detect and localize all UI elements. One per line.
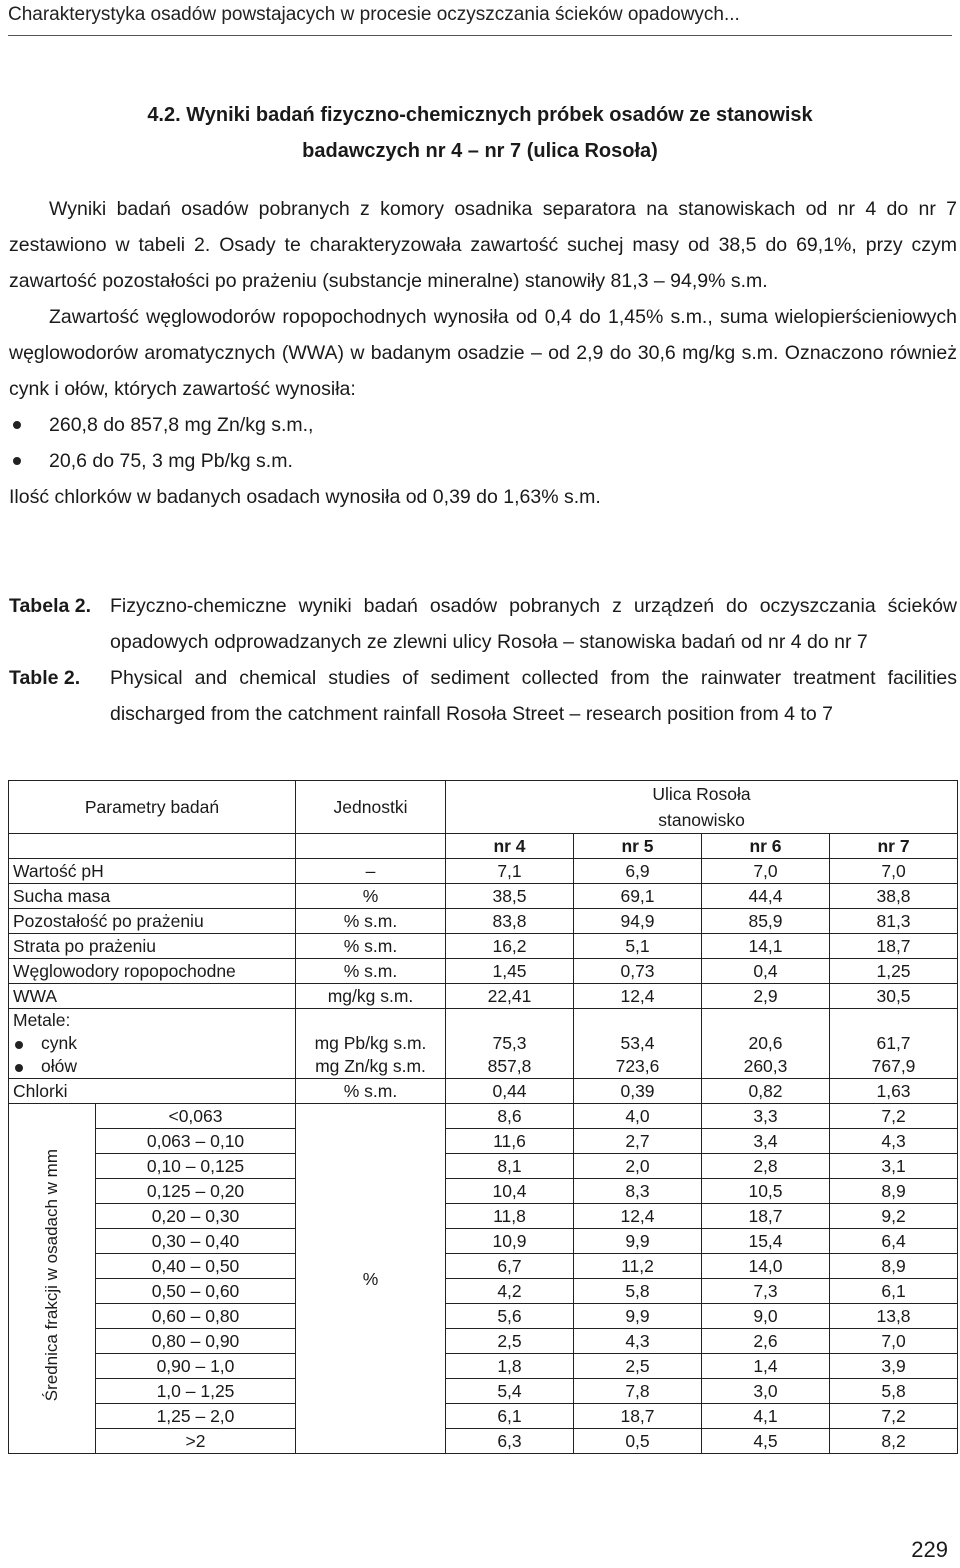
- fraction-unit-cell: %: [296, 1104, 446, 1454]
- value-cell: 2,0: [574, 1154, 702, 1179]
- value-cell: 2,5: [446, 1329, 574, 1354]
- fraction-range: <0,063: [96, 1104, 296, 1129]
- station-header: nr 7: [830, 834, 958, 859]
- unit-cell: % s.m.: [296, 1079, 446, 1104]
- value-cell: 9,0: [702, 1304, 830, 1329]
- fraction-range: 0,125 – 0,20: [96, 1179, 296, 1204]
- metal-value: 20,6: [748, 1033, 783, 1053]
- table-row: [9, 959, 958, 984]
- metal-name: cynk: [13, 1032, 291, 1055]
- fraction-range: 0,50 – 0,60: [96, 1279, 296, 1304]
- value-cell: 7,2: [830, 1404, 958, 1429]
- section-title-line-2: badawczych nr 4 – nr 7 (ulica Rosoła): [302, 140, 658, 162]
- value-cell: 85,9: [702, 909, 830, 934]
- table-row: [9, 859, 958, 884]
- fraction-row: [9, 1404, 958, 1429]
- value-cell: 3,1: [830, 1154, 958, 1179]
- metal-value: 723,6: [615, 1056, 660, 1076]
- value-cell: 7,2: [830, 1104, 958, 1129]
- metals-unit-cell: [296, 1009, 446, 1079]
- station-header: nr 5: [574, 834, 702, 859]
- value-cell: 13,8: [830, 1304, 958, 1329]
- value-cell: 8,2: [830, 1429, 958, 1454]
- paragraph-1: Wyniki badań osadów pobranych z komory osadnika separatora na stanowiskach od nr 4 do nr 7 zestawiono w tabeli 2. Osady te charakteryzowała zawartość suchej masy od 38,5 do 69,1%, przy czym zawartość pozostałości po prażeniu (substancje mineralne) stanowiły 81,3 – 94,9% s.m.: [9, 198, 957, 292]
- fraction-row: [9, 1154, 958, 1179]
- metal-value: 260,3: [743, 1056, 788, 1076]
- unit-cell: % s.m.: [296, 959, 446, 984]
- value-cell: 3,4: [702, 1129, 830, 1154]
- value-cell: 8,3: [574, 1179, 702, 1204]
- value-cell: 3,9: [830, 1354, 958, 1379]
- header-group-line-2: stanowisko: [658, 810, 745, 830]
- value-cell: 11,6: [446, 1129, 574, 1154]
- value-cell: 5,6: [446, 1304, 574, 1329]
- value-cell: 1,4: [702, 1354, 830, 1379]
- value-cell: 0,4: [702, 959, 830, 984]
- fraction-range: >2: [96, 1429, 296, 1454]
- value-cell: 81,3: [830, 909, 958, 934]
- unit-cell: –: [296, 859, 446, 884]
- value-cell: 1,25: [830, 959, 958, 984]
- running-header: Charakterystyka osadów powstajacych w procesie oczyszczania ścieków opadowych...: [8, 4, 740, 25]
- value-cell: 30,5: [830, 984, 958, 1009]
- value-cell: 10,9: [446, 1229, 574, 1254]
- table-row: [9, 984, 958, 1009]
- section-title-line-1: 4.2. Wyniki badań fizyczno-chemicznych próbek osadów ze stanowisk: [147, 104, 813, 126]
- station-header: nr 6: [702, 834, 830, 859]
- value-cell: 69,1: [574, 884, 702, 909]
- param-cell: Pozostałość po prażeniu: [9, 909, 296, 934]
- value-cell: 6,7: [446, 1254, 574, 1279]
- results-table: [8, 780, 958, 1454]
- value-cell: 15,4: [702, 1229, 830, 1254]
- value-cell: 8,9: [830, 1254, 958, 1279]
- paragraph-3: Ilość chlorków w badanych osadach wynosiła od 0,39 do 1,63% s.m.: [9, 486, 601, 508]
- fraction-row: [9, 1329, 958, 1354]
- param-cell: Sucha masa: [9, 884, 296, 909]
- bullet-item: 260,8 do 857,8 mg Zn/kg s.m.,: [9, 407, 957, 443]
- metal-value: 53,4: [620, 1033, 655, 1053]
- header-param: Parametry badań: [9, 781, 296, 834]
- fraction-row: [9, 1254, 958, 1279]
- table-row: [9, 934, 958, 959]
- value-cell: 9,9: [574, 1304, 702, 1329]
- value-cell: 6,9: [574, 859, 702, 884]
- value-cell: 6,4: [830, 1229, 958, 1254]
- fraction-row: [9, 1379, 958, 1404]
- value-cell: 16,2: [446, 934, 574, 959]
- value-cell: 4,3: [574, 1329, 702, 1354]
- value-cell: 5,8: [574, 1279, 702, 1304]
- metal-value: 857,8: [487, 1056, 532, 1076]
- station-header: nr 4: [446, 834, 574, 859]
- caption-text-pl: Fizyczno-chemiczne wyniki badań osadów pobranych z urządzeń do oczyszczania ścieków opadowych odprowadzanych ze zlewni ulicy Rosoła – stanowiska badań od nr 4 do nr 7: [110, 595, 957, 653]
- caption-label-pl: Tabela 2.: [9, 595, 92, 617]
- value-cell: 38,8: [830, 884, 958, 909]
- fraction-range: 0,80 – 0,90: [96, 1329, 296, 1354]
- value-cell: 22,41: [446, 984, 574, 1009]
- value-cell: 5,1: [574, 934, 702, 959]
- value-cell: 9,9: [574, 1229, 702, 1254]
- value-cell: 0,73: [574, 959, 702, 984]
- param-cell: Węglowodory ropopochodne: [9, 959, 296, 984]
- table-row: [9, 884, 958, 909]
- metal-unit: mg Zn/kg s.m.: [315, 1056, 426, 1076]
- metal-values-cell: [574, 1009, 702, 1079]
- unit-cell: mg/kg s.m.: [296, 984, 446, 1009]
- value-cell: 2,5: [574, 1354, 702, 1379]
- value-cell: 7,3: [702, 1279, 830, 1304]
- metal-values-cell: [446, 1009, 574, 1079]
- caption-text-en: Physical and chemical studies of sediment collected from the rainwater treatment facilities discharged from the catchment rainfall Rosoła Street – research position from 4 to 7: [110, 667, 957, 725]
- value-cell: 4,0: [574, 1104, 702, 1129]
- param-cell: Chlorki: [9, 1079, 296, 1104]
- fraction-row: [9, 1429, 958, 1454]
- param-cell: WWA: [9, 984, 296, 1009]
- fraction-row: [9, 1304, 958, 1329]
- fraction-label: Średnica frakcji w osadach w mm: [42, 1149, 61, 1402]
- header-group-line-1: Ulica Rosoła: [652, 784, 751, 804]
- unit-cell: % s.m.: [296, 909, 446, 934]
- metal-value: 61,7: [876, 1033, 911, 1053]
- fraction-range: 0,10 – 0,125: [96, 1154, 296, 1179]
- value-cell: 2,8: [702, 1154, 830, 1179]
- fraction-row: [9, 1179, 958, 1204]
- value-cell: 1,8: [446, 1354, 574, 1379]
- fraction-range: 0,20 – 0,30: [96, 1204, 296, 1229]
- value-cell: 12,4: [574, 984, 702, 1009]
- value-cell: 1,45: [446, 959, 574, 984]
- unit-cell: % s.m.: [296, 934, 446, 959]
- value-cell: 8,6: [446, 1104, 574, 1129]
- value-cell: 8,1: [446, 1154, 574, 1179]
- value-cell: 4,1: [702, 1404, 830, 1429]
- fraction-row: [9, 1204, 958, 1229]
- fraction-range: 1,25 – 2,0: [96, 1404, 296, 1429]
- value-cell: 3,0: [702, 1379, 830, 1404]
- metals-label: Metale:: [13, 1010, 71, 1030]
- value-cell: 2,9: [702, 984, 830, 1009]
- value-cell: 5,8: [830, 1379, 958, 1404]
- value-cell: 5,4: [446, 1379, 574, 1404]
- metal-value: 767,9: [871, 1056, 916, 1076]
- fraction-range: 0,90 – 1,0: [96, 1354, 296, 1379]
- metal-name: ołów: [13, 1055, 291, 1078]
- fraction-label-cell: [9, 1104, 96, 1454]
- fraction-row: [9, 1354, 958, 1379]
- param-cell: Wartość pH: [9, 859, 296, 884]
- fraction-row: [9, 1129, 958, 1154]
- header-param-spacer: [9, 834, 296, 859]
- value-cell: 11,8: [446, 1204, 574, 1229]
- caption-label-en: Table 2.: [9, 667, 81, 689]
- value-cell: 6,3: [446, 1429, 574, 1454]
- value-cell: 1,63: [830, 1079, 958, 1104]
- metals-row: [9, 1009, 958, 1079]
- caption-polish: [9, 588, 957, 660]
- fraction-row: [9, 1229, 958, 1254]
- metal-value: 75,3: [492, 1033, 527, 1053]
- value-cell: 0,39: [574, 1079, 702, 1104]
- value-cell: 10,5: [702, 1179, 830, 1204]
- param-cell: Strata po prażeniu: [9, 934, 296, 959]
- header-units: Jednostki: [296, 781, 446, 834]
- value-cell: 14,0: [702, 1254, 830, 1279]
- value-cell: 94,9: [574, 909, 702, 934]
- value-cell: 18,7: [574, 1404, 702, 1429]
- value-cell: 2,6: [702, 1329, 830, 1354]
- value-cell: 18,7: [702, 1204, 830, 1229]
- value-cell: 4,3: [830, 1129, 958, 1154]
- bullet-item: 20,6 do 75, 3 mg Pb/kg s.m.: [9, 443, 957, 479]
- value-cell: 6,1: [830, 1279, 958, 1304]
- fraction-row: [9, 1279, 958, 1304]
- value-cell: 7,1: [446, 859, 574, 884]
- fraction-row: [9, 1104, 958, 1129]
- metals-param-cell: [9, 1009, 296, 1079]
- value-cell: 6,1: [446, 1404, 574, 1429]
- fraction-range: 0,30 – 0,40: [96, 1229, 296, 1254]
- table-caption: [9, 588, 957, 732]
- body-text: [9, 191, 957, 515]
- fraction-range: 0,063 – 0,10: [96, 1129, 296, 1154]
- value-cell: 4,5: [702, 1429, 830, 1454]
- value-cell: 0,82: [702, 1079, 830, 1104]
- caption-english: [9, 660, 957, 732]
- metal-unit: mg Pb/kg s.m.: [314, 1033, 427, 1053]
- unit-cell: %: [296, 884, 446, 909]
- header-group: [446, 781, 958, 834]
- fraction-range: 0,40 – 0,50: [96, 1254, 296, 1279]
- paragraph-2: Zawartość węglowodorów ropopochodnych wynosiła od 0,4 do 1,45% s.m., suma wielopierścieniowych węglowodorów aromatycznych (WWA) w badanym osadzie – od 2,9 do 30,6 mg/kg s.m. Oznaczono również cynk i ołów, których zawartość wynosiła:: [9, 306, 957, 400]
- value-cell: 11,2: [574, 1254, 702, 1279]
- value-cell: 2,7: [574, 1129, 702, 1154]
- page-number: 229: [911, 1537, 948, 1562]
- section-title: [0, 97, 960, 169]
- metal-values-cell: [830, 1009, 958, 1079]
- value-cell: 0,5: [574, 1429, 702, 1454]
- value-cell: 10,4: [446, 1179, 574, 1204]
- value-cell: 12,4: [574, 1204, 702, 1229]
- value-cell: 7,0: [702, 859, 830, 884]
- header-units-spacer: [296, 834, 446, 859]
- table-row: [9, 909, 958, 934]
- metal-values-cell: [702, 1009, 830, 1079]
- value-cell: 9,2: [830, 1204, 958, 1229]
- value-cell: 18,7: [830, 934, 958, 959]
- fraction-range: 0,60 – 0,80: [96, 1304, 296, 1329]
- value-cell: 0,44: [446, 1079, 574, 1104]
- value-cell: 3,3: [702, 1104, 830, 1129]
- value-cell: 7,0: [830, 859, 958, 884]
- metal-bullet-list: [9, 407, 957, 479]
- value-cell: 8,9: [830, 1179, 958, 1204]
- value-cell: 44,4: [702, 884, 830, 909]
- chlorides-row: [9, 1079, 958, 1104]
- value-cell: 83,8: [446, 909, 574, 934]
- value-cell: 4,2: [446, 1279, 574, 1304]
- header-rule: [8, 35, 952, 36]
- stations-row: [9, 834, 958, 859]
- fraction-range: 1,0 – 1,25: [96, 1379, 296, 1404]
- value-cell: 38,5: [446, 884, 574, 909]
- value-cell: 14,1: [702, 934, 830, 959]
- table-header-row: [9, 781, 958, 834]
- value-cell: 7,0: [830, 1329, 958, 1354]
- value-cell: 7,8: [574, 1379, 702, 1404]
